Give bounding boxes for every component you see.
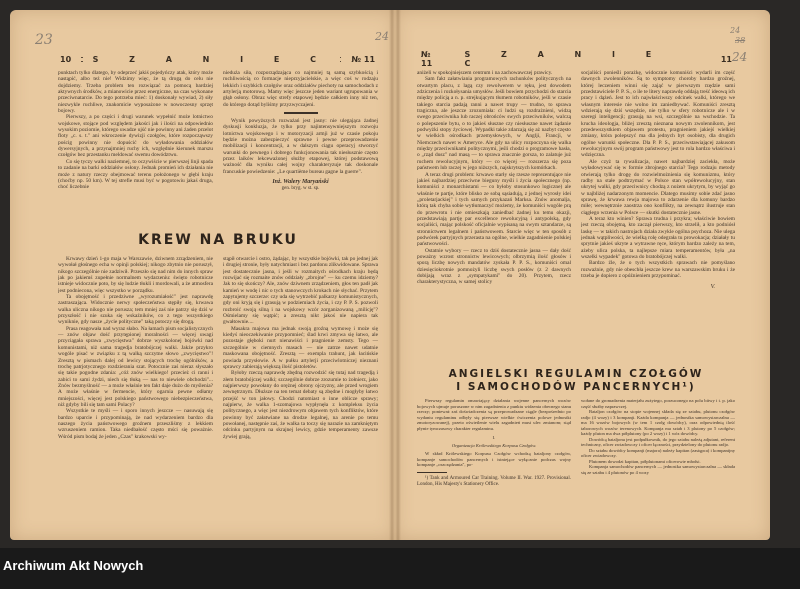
text-column <box>223 70 378 222</box>
paragraph: aniżeli w spokojniejszem centrum i na zachowawczej prawicy. <box>417 70 553 76</box>
paragraph: Masakra majowa ma jednak swoją groźną wymowę i może się kiedyś nieoczekiwanie przypomnieć; ślad krwi zmywa się łatwo, ale pozostaje głęboki nurt nienawiści i pragnienie zemsty. Tego — szczególnie w ciemnych masach — nie zatrze nawet udatnie maskowana obojętność. Zresztą — exempla trahunt, jak łacińskie powiada przysłowie. A w pułku artylerji przeciwlotniczej nieznani sprawcy zabierają większą ilość pistoletów. <box>223 325 378 370</box>
text-column <box>417 70 571 388</box>
left-page <box>10 10 395 540</box>
page-header <box>60 53 375 65</box>
handwritten-page-number: 23 <box>35 32 53 48</box>
text-column <box>417 398 571 490</box>
paragraph: Pierwszy regulamin omawiający działania wojenne pancernych wozów bojowych ujmuje poruszone w nim zagadnienia z punktu widzenia obecnego stanu rzeczy; ponieważ zaś doświadczenia są przeprowadzane ciągle (bezpośrednio po wydaniu regulaminu odbyły się pierwsze wielkie ćwiczenia polowe jednostki zmotoryzowanej), przeto oświetlenie wielu zagadnień musi ulec zmianom; stąd płynie tymczasowy charakter regulaminu. <box>417 398 571 431</box>
issue-number: № 11 <box>421 50 433 68</box>
paragraph: Ale czyż ta rywalizacja, nawet najbardziej zaciekła, może wyładowywać się w formie zbrojnego starcia? Tego rodzaju metody otwierają tylko drogę do rozwielmożnienia się komunizmu, który radby na stałe podtrzymać w Polsce stan wpółrewolucyjny, stan ukrytej walki, gdy przeciwnicy chodzą z nożem ukrytym, by wyjąć go w najbliżej nadarzonym momencie. Dlatego musimy sobie zdać jasno sprawę, że krwawa rewja majowa to zdarzenie dla komuny bardzo miłe; wewnętrznie zaostrza ono konflikty, na zewnątrz ilustruje stan ciągłego wrzenia w Polsce — skutki dostatecznie jasne. <box>581 158 735 216</box>
footnote-rule <box>417 472 447 473</box>
header-rule <box>340 57 341 62</box>
article-body <box>58 256 378 501</box>
continued-article <box>58 70 378 222</box>
article-body <box>417 398 735 490</box>
paragraph: Bataljon czołgów na stopie wojennej składa się ze sztabu, plutonu czołgów radjo (4 wozy) i 3 kompanji. Każda kompanja — jednostka samowystarczalna — ma 16 wozów bojowych (w tem 1 czołg dowódcy), oraz odpowiednią ilość taborowych wozów terenowych. Kompanja ma sztab i 3 plutony po 5 czołgów; każdy pluton ma dwa półplutony (po 2 wozy) i 1 wóz dowódcy. <box>581 409 735 436</box>
paragraph: A teraz drugi problem: krwawo starły się rzesze reprezentujące nie jakieś najbardziej przeciwne bieguny myśli i życia społecznego (np. komuniści z monarchistami — co byłoby stosunkowo logiczne) ale właśnie te partje, które blisko ze sobą sąsiadują, z jednej wyrosły idei „proletarjackiej" i tych samych przykazań Marksa. Znów anomalja, którą tak chyba sobie wytłumaczyć możemy, że komuniści wogóle prą do przewrotu i nie omieszkają zaniedbać żadnej ku temu okazji, przedstawiają partję par excellence rewolucyjną i antypolską, gdy socjaliści, mając polskość oficjalnie wypisaną na swym sztandarze, są stronnictwem legalnem i państwowem. Starcie więc w ten sposób z podwórek partyjnych przerasta na ogólne, wielkie zagadnienie polskiej państwowości. <box>417 171 571 248</box>
handwritten-strikethrough: 38 <box>735 36 746 45</box>
paragraph: Kompanja samochodów pancernych — jednostka samowystarczalna — składa się ze sztabu i 4 plutonów po 4 wozy <box>581 464 735 475</box>
paragraph: A teraz kto winien? Sprawa trudna i przykra; właściwie bowiem jest rzeczą obojętną, kto zaczął pierwszy, kto strzelił, a kto podniósł laskę — w takich nastrojach działa zwykle ogólna psychoza. Nie ulega jednak wątpliwości, że wielką rolę odegrała tu prowokacja; działały tu sprytnie jakieś ukryte a wytrawne ręce, którym bardzo zależy na tem, ażeby ulica polska, ta najlepsze miara temperamentów, była „na wszelki wypadek" gotowa do bratobójczej walki. <box>581 215 735 260</box>
text-column <box>58 70 213 222</box>
journal-title: S Z A N I E C <box>464 50 666 68</box>
paragraph: Wszystkie te myśli — i sporo innych jeszcze — nasuwają się bardzo uparcie i przypominają, że nad wydarzeniem bardzo dla naszego życia państwowego groźnem przeszliśmy z lekkiem wzruszeniem ramion. Taka niedbałość często mści się poważnie. Wśród pism bodaj że jeden „Czas" krakowski wy- <box>58 408 213 440</box>
paragraph: Bardzo źle, że o tych wszystkich sprawach nie pomyślano rozważnie, gdy nie obeschła jeszcze krew na warszawskim bruku i że trzeba je dopiero z opóźnieniem przypominać. <box>581 260 735 279</box>
paragraph: Plutonem dowodzi kapitan, półplutonami oficerowie młodsi. <box>589 458 701 464</box>
article-title-line: I SAMOCHODÓW PANCERNYCH¹) <box>456 381 696 393</box>
author-initial: V. <box>710 284 715 291</box>
paragraph: Co się tyczy walki naziemnej, to oczywiście w pierwszej linji spada to zadanie na barki oddziałów osłony. Jednak promień ich działania nie może z natury rzeczy obejmować terenu położonego w głębi kraju (choćby np. 50 km). W tej strefie musi być w pogotowiu jakaś druga, choć liczebnie <box>58 158 213 191</box>
article-title: KREW NA BRUKU <box>138 232 298 248</box>
paragraph: Prasa reagowała nad wyraz słabo. Na łamach pism socjalistycznych — znów objaw dość przytępionej moralności — więcej uwagi przyciągała sprawa „zwycięstwa" dobrze wyszkolonej bojówki nad komunistami, niż sama tragedja bratobójczej walki. Jakże przykro wogóle pisać w związku z tą walką szczytne słowo „zwycięstwo"! Zresztą w pismach dalej od lewicy stojących trochę ogólników, a trochę patrjotycznego rozdzierania szat. Potocznie zaś nieraz słyszało się takie pogodne zdania: „cóż znów wielkiego! przecież ci ranni i zabici to sami żydzi, niech się tłuką — nas to niewiele obchodzi"... Znów bezmyślność — a może właśnie ten fakt daje dużo do myślenia? A może właśnie w fermencie, który ogarnia pewne odłamy mniejszości, więcej jest polskiego państwowego niebezpieczeństwa, niż gdyby bili się tam sami Polacy? <box>58 325 213 408</box>
header-rule <box>81 57 82 62</box>
author-rank: gen. bryg. w st. sp. <box>281 185 320 191</box>
paragraph: nieduża siła, rozporządzająca co najmniej tą samą szybkością i ruchliwością co formacje nieprzyjacielskie, a więc coś w rodzaju lekkich i szybkich czołgów oraz oddziałów piechoty na samochodach z artylerją motorową. Mamy więc jeszcze jeden wariant ugrupowania w głąb osłony. Obraz więc strefy etapowej będzie całkiem inny niż ten, do którego dotąd byliśmy przyzwyczajeni. <box>223 70 378 108</box>
paragraph: Wynik powyższych rozważań jest jasny: nie ulegająca żadnej dyskusji konkluzja, że tylko przy najintensywniejszym rozwoju lotnictwa wojskowego i w motoryzacji armji już w czasie pokoju będzie można zabezpieczyć sprawne i pewne przeprowadzenie mobilizacji i koncentracji, a w dalszym ciągu operacyj stworzyć warunki do pewnego i dobrego funkcjonowania tak niesłusznie często przez laików lekceważonej służby etapowej, której podstawową ważność dla wyniku całej wojny charakteryzuje tak doskonale francuskie powiedzenie: „Le quartième bureau gagne la guerre". <box>223 118 378 175</box>
paragraph: Krwawy dzień 1-go maja w Warszawie, dziwnem zrządzeniem, nie wywołał głośnego echa w opinji polskiej; nikogo zbytnio nie poruszył, nikogo szczególnie nie zadziwił. Przeszło się nad nim do innych spraw jak po jakiemś zupełnie normalnem wydarzeniu: święto robotnicze istnieje widocznie poto, by się ludzie tłukli i mordowali, a że atmosfera jest podniecona, więc wszystko w porządku. <box>58 256 213 294</box>
paragraph: Dowódcą bataljonu jest podpułkownik, do jego sztabu należą adjutant, referent techniczny, oficer zwiadowczy i oficer łączności, przydzielony do plutonu radjo. <box>581 436 735 447</box>
right-page <box>395 10 770 540</box>
text-column <box>581 70 735 388</box>
journal-title: S Z A N I E C <box>92 54 331 64</box>
text-column <box>581 398 735 490</box>
paragraph: stąpił otwarcie i ostro, żądając, by wszystkie bojówki, tak po jednej jak i drugiej stronie, były natychmiast i bez pardonu zlikwidowane. Sprawa jest dostatecznie jasna, i jeśli w rozmaitych ośrodkach kraju będą rozwijać się rozmaite znów oddziały „zbrojne" — ku czemu idziemy? Jak to się skończy? Ale, znów dziwnem zrządzeniem, głos ten padł jak kamień w wodę i nic o tych stanowczych krokach nie słychać. Przytem zapytujemy szczerze: czy uda się wytrzebić palkarzy komunistycznych, gdy oni kryją się i grasują w podziemiach życia, i czy P. P. S. pozwoli rozbroić swoją silną i na wojskowy wzór zorganizowaną „milicję"? Ośmielamy się wątpić; a zresztą nikt jakoś nie napiera tak gwałtownie.... <box>223 256 378 326</box>
footnote: ¹) Tank and Armoured Car Training. Volume II. War. 1927. Provisional. London, His Majesty's Stationery Office. <box>417 475 571 487</box>
continued-article <box>417 70 735 388</box>
text-column <box>223 256 378 501</box>
paragraph: W skład Królewskiego Korpusu Czołgów wchodzą bataljony czołgów, kompanje samochodów pancernych i istniejące wyłącznie podczas wojny kompanje „oszczędzania", po- <box>417 451 571 467</box>
gutter-shadow <box>395 10 401 540</box>
page-number: 11 <box>720 54 732 64</box>
author-signature: Inż. Walery Maryański <box>272 179 329 186</box>
article-title-line: ANGIELSKI REGULAMIN CZOŁGÓW <box>448 368 704 380</box>
issue-number: № 11 <box>351 54 376 64</box>
archive-label: Archiwum Akt Nowych <box>3 558 144 573</box>
handwritten-note: 24 <box>375 30 389 43</box>
paragraph: Pierwszy, a po części i drugi warunek wypełnić może lotnictwo wojskowe, stojące pod względem jakości jak i ilości na odpowiednio wysokim poziomie, którego uwadze ujść nie powinny ani żaden przelot floty „c. s. t." ani wkroczenie dywizji czołgów, które rozpocząwszy pościg powinny nie dopuścić do wyładowania oddziałów dywersyjnych, a przynajmniej ruchy ich, względnie kierunek marszu czołgów bez przestanku meldować swemu dowództwu. <box>58 114 213 159</box>
text-column <box>58 256 213 501</box>
paragraph: Sam fakt załatwiania programowych rachunków politycznych na otwartym placu, z lagą czy rewolwerem w ręku, jest dowodem zdziczenia i rozkołysania umysłów. Jeśli bowiem przychodzi do starcia między policją a n. p. strejkującym tłumem robotników, jeśli w czasie takiego starcia padają ranni a nawet trupy — trudno, to sprawa tragiczna, ale jeszcze zrozumiała: ci ludzi są rozdrażnieni, widzą swego przeciwnika lub raczej obrońców swych przeciwników, walczą o polepszenie bytu, o to jakieś słuszne czy niesłuszne nawet żądanie podwyżki stopy życiowej. Wypadki takie zdarzają się aż nazbyt często w wielkich ośrodkach przemysłowych, w Anglji, Francji, w Niemczech nawet w Ameryce. Ale gdy na ulicy rozpoczyna się walka między przeciwnikami politycznymi, jeśli chodzi o programowe hasła, o „rząd dusz" nad masą — to sprawa znacznie gorsza, to zalatuje już ruchem rewolucyjnym, który — co więcej — rozszerza się poza państwem lub raczej w jego niższych, najskrytszych komórkach. <box>417 76 571 172</box>
magazine-spread <box>10 10 770 540</box>
handwritten-note: 24 <box>730 26 741 35</box>
article-title <box>417 368 735 394</box>
paragraph: socjaliści ponieśli porażkę, widocznie komuniści wydarli im część dawnych zwolenników. Są to symptomy choroby bardzo groźnej, której leczeniem winni się zająć w pierwszym rzędzie sami przedstawiciele P. P. S., o ile te litery naprawdę oddają treść ideową ich pracy i dążeń. Jest to ich najwłaściwszy odcinek walki, którego we własnym interesie nie wolno im zaniedbywać. Komuniści zresztą wdzierają się dziś wszędzie, nie tylko w sfery robotnicze ale i w szeregi inteligencji; grasują na wsi, szczególnie na wschodzie. Ta krucha ideologja, bliżej zresztą nieznana nowym zwolennikom, jest przedewszystkiem objawem protestu, pragnieniem jakiejś wielkiej zmiany, która polepszyć ma dla jednych byt osobisty, dla drugich ogólne warunki społeczne. Dla P. P. S., przeciwstawiającej zakusom rewolucyjnym swój program państwowy jest to rola bardzo właściwa i wdzięczna. <box>581 70 735 159</box>
section-title: Organizacja Królewskiego Korpusu Czołgów. <box>451 442 537 448</box>
paragraph: wołane do gromadzenia materjału zużytego, porzuconego na polu bitwy i t. p. jako część służby naprawczej. <box>581 398 735 409</box>
paragraph: Ostatnie wybory — rzecz to dziś dostatecznie jasna — dały dość poważny wzrost stronnictw lewicowych; olbrzymią ilość głosów i sporą liczbę nowych mandatów zyskała P. P. S., komuniści omal dziesięciokrotnie pomnożyli liczbę swych posłów (z 2 dawnych dobijają wraz z „sympatykami" do 20). Przytem, rzecz charakterystyczna, w samej stolicy <box>417 247 571 286</box>
page-header <box>421 50 732 68</box>
section-number: I. <box>492 435 496 440</box>
section-separator <box>284 112 318 114</box>
handwritten-page-number: 24 <box>732 50 748 64</box>
paragraph: Ta obojętność i przedziwne „wyrozumiałość" jest naprawdę zastraszająca. Widocznie nerwy społeczeństwa stępiły się, krwawa walka uliczna nikogo nie porusza; tem mniej zaś nie patrzy się dziś w przyszłość i nie szuka się wskaźników, co z tego wszystkiego wyniknie, gdy nasze „życie polityczne" taką potoczy się drogą. <box>58 294 213 326</box>
paragraph: punktach tylko dlatego, by odeprzeć jakiś pojedyńczy atak, który może nastąpić, albo też nie! Widzimy więc, że tą drogą do celu nie dojdziemy. Trzeba problem ten rozwiązać za pomocą bardziej aktywnych środków, a mianowicie przez energiczne, na czas wykonane przeciwnatarcie. Do tego potrzeba mieć: 1) doskonały wywiad, 2) siły niezwykle ruchliwe, znakomicie wyposażone w nowoczesny sprzęt bojowy. <box>58 70 213 115</box>
page-number: 10 <box>60 54 72 64</box>
paragraph: Byłoby rzeczą naprawdę zbędną rozwodzić się tutaj nad tragedją i złem bratobójczej walki; szczególnie dobrze zrozumie to żołnierz, jako najpierwszy powołany do orężnej obrony ojczyzny, ale przed wrogiem zewnętrznym. Dłuższe na ten temat debaty są zbędne i mogłyby łatwo przejść w ton jałowy. Chodzi natomiast o inne oblicze sprawy; najpierw, że walka 1-szomajowa wypłynęła z kompleksu życia politycznego, a więc jest niezdrowym objawem tych konfliktów, które powinny być załatwiane na drodze legalnej, na arenie po temu powołanej, następnie zaś, że walka ta toczy się narazie na zamkniętym odcinku partyjnym na skrajnej lewicy, gdzie temperamenty zawsze żywiej grają, <box>223 370 378 440</box>
paragraph: Do sztabu dowódcy kompanji (majora) należy kapitan (zastępca) i kompanijny oficer zwiadowczy. <box>581 447 735 458</box>
